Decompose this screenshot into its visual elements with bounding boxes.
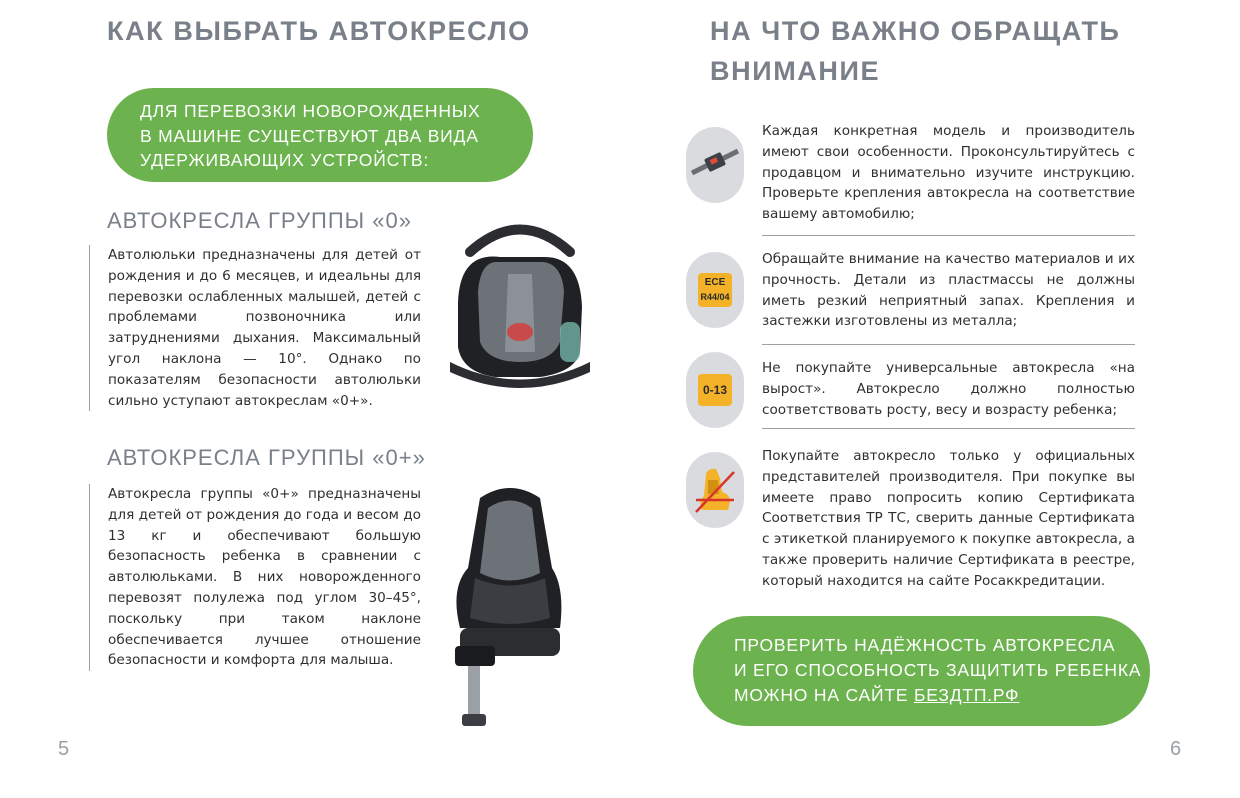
tip-4-icon-badge	[686, 452, 744, 528]
isofix-car-seat-image	[440, 478, 580, 738]
intro-line-2: В МАШИНЕ СУЩЕСТВУЮТ ДВА ВИДА	[140, 125, 479, 146]
tip-4-text: Покупайте автокресло только у официальных представителей производителя. При покупке вы имеете право попросить копию Сертификата Соответствия ТР ТС, сверить данные Сертификата с этикеткой планируемого к покупке автокресла, а также проверить наличие Сертификата в реестре, который находится на сайте Росаккредитации.	[762, 448, 1135, 589]
intro-banner	[107, 88, 533, 182]
right-title-line-1: НА ЧТО ВАЖНО ОБРАЩАТЬ	[710, 16, 1121, 46]
bezdtp-link[interactable]: БЕЗДТП.РФ	[913, 685, 1020, 705]
group-0-title: АВТОКРЕСЛА ГРУППЫ «0»	[107, 208, 412, 233]
left-page-title: КАК ВЫБРАТЬ АВТОКРЕСЛО	[107, 16, 531, 46]
tip-2-text: Обращайте внимание на качество материалов и их прочность. Детали из пластмассы не должны иметь резкий неприятный запах. Крепления и застежки изготовлены из металла;	[762, 251, 1135, 330]
no-counterfeit-seat-icon	[686, 452, 744, 528]
group-0plus-title: АВТОКРЕСЛА ГРУППЫ «0+»	[107, 445, 426, 470]
tip-3-icon-badge	[686, 352, 744, 428]
tip-divider	[762, 344, 1135, 345]
cta-line-3: МОЖНО НА САЙТЕ БЕЗДТП.РФ	[734, 685, 1020, 705]
infant-carrier-image	[440, 212, 600, 392]
right-page-title	[710, 11, 1121, 91]
age-range-icon: 0-13	[698, 374, 732, 406]
intro-line-3: УДЕРЖИВАЮЩИХ УСТРОЙСТВ:	[140, 150, 430, 170]
check-safety-banner	[693, 616, 1150, 726]
page-number-left: 5	[58, 738, 70, 760]
tip-1-icon-badge	[686, 127, 744, 203]
cta-line-1: ПРОВЕРИТЬ НАДЁЖНОСТЬ АВТОКРЕСЛА	[734, 635, 1116, 655]
tip-3-text: Не покупайте универсальные автокресла «на вырост». Автокресло должно полностью соответствовать росту, весу и возрасту ребенка;	[762, 360, 1135, 418]
tip-1-text: Каждая конкретная модель и производитель имеют свои особенности. Проконсультируйтесь с продавцом и внимательно изучите инструкцию. Проверьте крепления автокресла на соответствие вашему автомобилю;	[762, 123, 1135, 223]
cta-line-2: И ЕГО СПОСОБНОСТЬ ЗАЩИТИТЬ РЕБЕНКА	[734, 660, 1142, 680]
right-title-line-2: ВНИМАНИЕ	[710, 56, 881, 86]
tip-divider	[762, 235, 1135, 236]
tip-2-icon-badge	[686, 252, 744, 328]
group-0-description: Автолюльки предназначены для детей от рождения и до 6 месяцев, и идеальны для перевозки ослабленных малышей, детей с проблемами позвоночника или затруднениями дыхания. Максимальный угол наклона — 10°. Однако по показателям безопасности автолюльки сильно уступают автокреслам «0+».	[89, 245, 421, 411]
seatbelt-buckle-icon	[686, 127, 744, 203]
page-number-right: 6	[1170, 738, 1182, 760]
tip-divider	[762, 428, 1135, 429]
group-0plus-description: Автокресла группы «0+» предназначены для детей от рождения до года и весом до 13 кг и обеспечивают большую безопасность ребенка в сравнении с автолюльками. В них новорожденного перевозят полулежа под углом 30–45°, поскольку при таком наклоне обеспечивается лучшее отношение безопасности и комфорта для малыша.	[89, 484, 421, 671]
intro-line-1: ДЛЯ ПЕРЕВОЗКИ НОВОРОЖДЕННЫХ	[140, 101, 481, 121]
ece-certification-icon: ECE R44/04	[698, 273, 732, 307]
